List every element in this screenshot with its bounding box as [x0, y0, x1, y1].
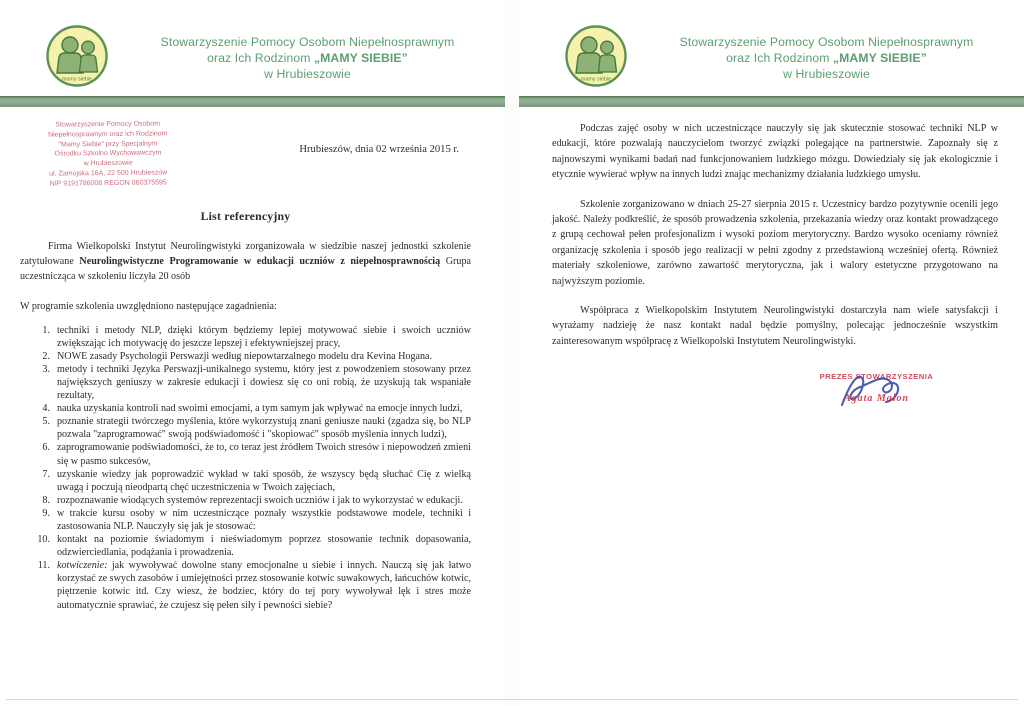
list-item-text: metody i techniki Języka Perswazji-unikalnego systemu, który jest z powodzeniem stosowany przez największych geniuszy w zakresie edukacji i dowiesz się co oni robią, że uzyskują tak wspaniałe rezultaty,: [57, 363, 471, 402]
scan-page-bottom-edge: [6, 699, 1018, 700]
list-item-number: 4.: [42, 403, 50, 415]
org-brand-name: „MAMY SIEBIE”: [313, 51, 408, 66]
stamp-and-date-row: [0, 107, 505, 189]
list-item: [20, 363, 471, 402]
org-name-line1: Stowarzyszenie Pomocy Osobom Niepełnosprawnym: [679, 35, 974, 49]
stamp-line: Niepełnosprawnym oraz ich Rodzinom: [48, 130, 168, 139]
letterhead-divider-bar: [519, 96, 1024, 107]
org-name-line1: Stowarzyszenie Pomocy Osobom Niepełnosprawnym: [160, 35, 455, 49]
stamp-line: ul. Zamojska 16A, 22 500 Hrubieszów: [49, 169, 168, 178]
association-logo: [45, 24, 109, 88]
stamp-line: Stowarzyszenie Pomocy Osobom: [55, 120, 161, 129]
list-item-number: 5.: [42, 416, 50, 428]
signature-block: [784, 372, 969, 404]
list-item-number: 6.: [42, 442, 50, 454]
list-item-text: NOWE zasady Psychologii Perswazji według niepowtarzalnego modelu dra Kevina Hogana.: [57, 350, 433, 362]
training-title: Neurolingwistyczne Programowanie w edukacji uczniów z niepełnosprawnością: [79, 255, 441, 267]
body-paragraph: Podczas zajęć osoby w nich uczestniczące nauczyły się jak skutecznie stosować techniki NLP w edukacji, które pozwalają nauczycielom tworzyć związki polegające na partnerstwie. Zapoznały się z najnowszymi wynikami badań nad funkcjonowaniem ludzkiego mózgu. Dowiedziały się jak ekologicznie i etycznie wywierać wpływ na innych ludzi znając mechanizmy działania ludzkiego umysłu.: [552, 123, 998, 181]
org-name-line2: oraz Ich Rodzinom „MAMY SIEBIE”: [207, 51, 408, 66]
page2-body: [519, 121, 1024, 349]
signer-name: Agata Malon: [843, 393, 910, 404]
list-item-text: uzyskanie wiedzy jak poprowadzić wykład w taki sposób, że wszyscy będą słuchać Cię z wielką uwagą i poczują nieodpartą chęć uczestniczenia w Twoich zajęciach,: [57, 468, 471, 493]
association-logo: [564, 24, 628, 88]
list-item-number: 10.: [37, 534, 50, 546]
letterhead-divider-bar: [0, 96, 505, 107]
program-topics-list: [20, 324, 471, 612]
list-item-text: w trakcie kursu osoby w nim uczestniczące poznały wszystkie podstawowe modele, techniki i zastosowania NLP. Nauczyły się jak je stosować:: [57, 507, 471, 532]
list-item-number: 1.: [42, 324, 50, 336]
list-item: [20, 533, 471, 559]
list-item-text: zaprogramowanie podświadomości, że to, co teraz jest źródłem Twoich stresów i niepowodzeń zmieni się w pasmo sukcesów,: [57, 442, 471, 467]
list-item: [20, 324, 471, 350]
list-item: [20, 507, 471, 533]
organization-name: [637, 34, 1016, 82]
org-name-line3: w Hrubieszowie: [264, 67, 351, 82]
anchoring-term: kotwiczenie:: [57, 560, 108, 572]
list-item-number: 9.: [42, 507, 50, 519]
body-paragraph: Współpraca z Wielkopolskim Instytutem Neurolingwistyki dostarczyła nam wiele satysfakcji i wyrażamy nadzieję że nasz kontakt nadal będzie pomyślny, polecając jednocześnie wszystkim zainteresowanym współpracę z Wielkopolski Instytutem Neurolingwistyki.: [552, 305, 998, 347]
list-item-text: nauka uzyskania kontroli nad swoimi emocjami, a tym samym jak wpływać na emocje innych ludzi,: [57, 403, 463, 415]
body-paragraph: Szkolenie zorganizowano w dniach 25-27 sierpnia 2015 r. Uczestnicy bardzo pozytywnie ocenili jego jakość. Należy podkreślić, że sposób prowadzenia szkolenia, przekazania wiedzy oraz kontakt prowadzącego z grupą cechował pełen profesjonalizm i wysoki poziom merytoryczny. Bardzo wysoko oceniamy również organizację szkolenia i sposób jego realizacji w pełni zgodny z przedstawioną wcześniej ofertą. Również materiały szkoleniowe, zarówno zawartość merytoryczna, jak i walory estetyczne przygotowano na najwyższym poziomie.: [552, 198, 998, 287]
signer-role-stamp: PREZES STOWARZYSZENIA: [819, 372, 934, 381]
list-item-text: kontakt na poziomie świadomym i nieświadomym poprzez stosowanie technik dopasowania, odzwierciedlania, podążania i prowadzenia.: [57, 534, 471, 559]
list-item-number: 7.: [42, 468, 50, 480]
list-item-text: rozpoznawanie wiodących systemów reprezentacji swoich uczniów i jak to wykorzystać w edukacji.: [57, 494, 463, 506]
list-item-number: 8.: [42, 494, 50, 506]
two-people-logo-icon: [564, 24, 628, 88]
program-heading: W programie szkolenia uwzględniono następujące zagadnienia:: [20, 300, 277, 312]
address-stamp: [22, 119, 195, 189]
document-title: List referencyjny: [200, 208, 291, 223]
org-name-line3: w Hrubieszowie: [783, 67, 870, 82]
org-name-line2: oraz Ich Rodzinom „MAMY SIEBIE”: [726, 51, 927, 66]
signature-ink-icon: [836, 371, 914, 411]
stamp-line: w Hrubieszowie: [83, 159, 133, 168]
list-item-text: techniki i metody NLP, dzięki którym będziemy lepiej motywować siebie i swoich uczniów zwiększając ich motywację do jeszcze lepszej i efektywniejszej pracy,: [57, 324, 471, 349]
list-item: [20, 350, 471, 363]
org-brand-name: „MAMY SIEBIE”: [832, 51, 927, 66]
page1-body: [0, 209, 505, 612]
list-item: [20, 468, 471, 494]
list-item-number: 3.: [42, 363, 50, 375]
logo-caption: mamy siebie: [61, 76, 93, 83]
letter-date: Hrubieszów, dnia 02 września 2015 r.: [299, 144, 459, 155]
letter-page-1: [0, 0, 505, 706]
stamp-line: NIP 9191786008 REGON 060375595: [49, 179, 167, 188]
list-item: [20, 441, 471, 467]
logo-caption: mamy siebie: [580, 76, 612, 83]
list-item-number: 2.: [42, 350, 50, 362]
two-people-logo-icon: [45, 24, 109, 88]
letterhead: [519, 24, 1024, 94]
list-item: [20, 494, 471, 507]
list-item-number: 11.: [37, 560, 50, 572]
list-item-text: poznanie strategii twórczego myślenia, które wykorzystują znani geniusze nauki (zgadza się, bo NLP pozwala "zaprogramować" swoją podświadomość i "skopiować" sposób myślenia innych ludzi),: [57, 416, 471, 441]
stamp-line: "Mamy Siebie" przy Specjalnym: [58, 140, 158, 149]
stamp-line: Ośrodku Szkolno Wychowawczym: [54, 149, 162, 158]
list-item: [20, 415, 471, 441]
organization-name: [118, 34, 497, 82]
list-item-text: kotwiczenie: jak wywoływać dowolne stany emocjonalne u siebie i innych. Nauczą się jak łatwo korzystać ze swych zasobów i umiejętności przez stosowanie kotwic suwakowych, łańcuchów kotwic, piętrzenie kotwic itd. Czy wiesz, że bodziec, który do tej pory wywoływał lęk i stres może automatycznie sprawiać, że czujesz się pełen siły i pewności siebie?: [57, 560, 472, 611]
letterhead: [0, 24, 505, 94]
list-item: [20, 559, 471, 611]
list-item: [20, 402, 471, 415]
intro-paragraph: Firma Wielkopolski Instytut Neurolingwistyki zorganizowała w siedzibie naszej jednostki szkolenie zatytułowane Neurolingwistyczne Programowanie w edukacji uczniów z niepełnosprawnością Grupa uczestnicząca w szkoleniu liczyła 20 osób: [20, 240, 471, 282]
letter-page-2: [519, 0, 1024, 706]
